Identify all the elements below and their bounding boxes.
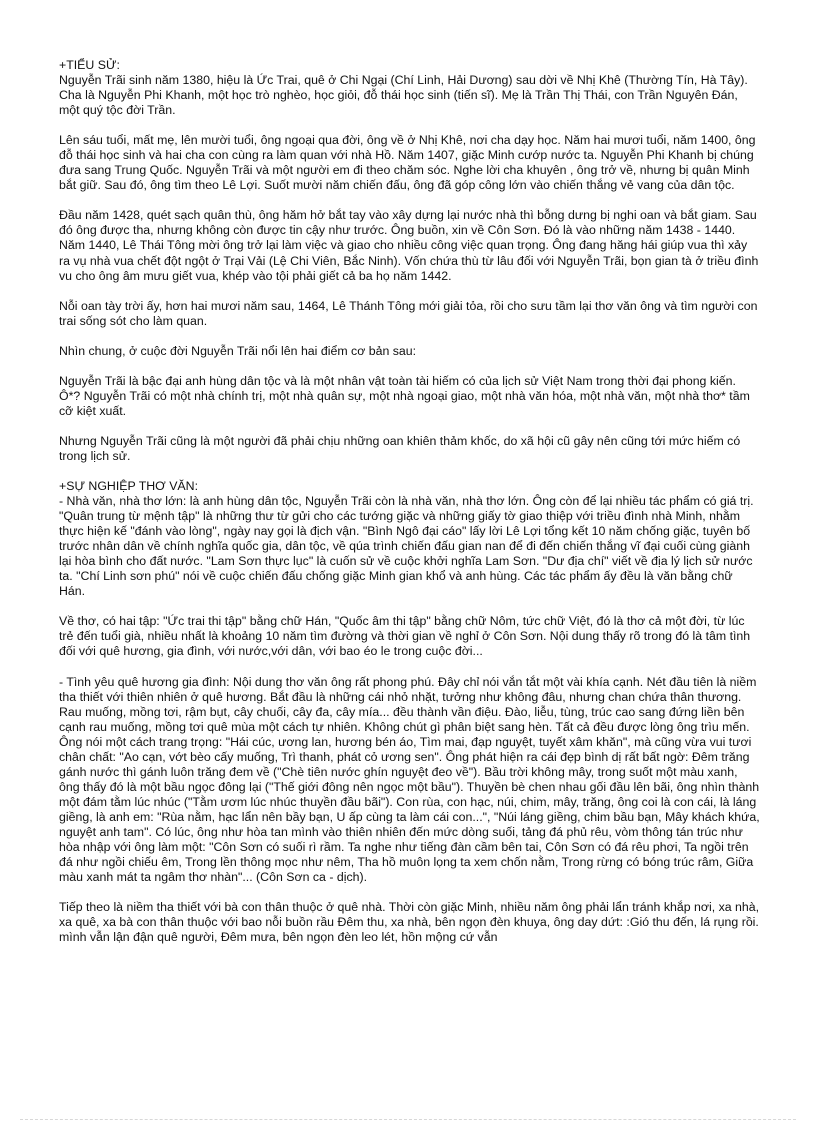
paragraph: Đầu năm 1428, quét sạch quân thù, ông hăm hở bắt tay vào xây dựng lại nước nhà thì bỗng dưng bị nghi oan và bắt giam. Sau đó ông được tha, nhưng không còn được tin cậy như trước. Ông buồn, xin về Côn Sơn. Đó là vào những năm 1438 - 1440. Năm 1440, Lê Thái Tông mời ông trở lại làm việc và giao cho nhiều công việc quan trọng. Ông đang hăng hái giúp vua thì xảy ra vụ nhà vua chết đột ngột ở Trại Vải (Lệ Chi Viên, Bắc Ninh). Vốn chứa thù từ lâu đối với Nguyễn Trãi, bọn gian tà ở triều đình vu cho ông âm mưu giết vua, khép vào tội phải giết cả ba họ năm 1442. xyxy=(59,208,759,283)
section-heading-literary-career: +SỰ NGHIỆP THƠ VĂN: xyxy=(59,478,198,493)
paragraph: Lên sáu tuổi, mất mẹ, lên mười tuổi, ông ngoại qua đời, ông về ở Nhị Khê, nơi cha dạy học. Năm hai mươi tuổi, năm 1400, ông đỗ thái học sinh và hai cha con cùng ra làm quan với nhà Hồ. Năm 1407, giặc Minh cướp nước ta. Nguyễn Phi Khanh bị chúng đưa sang Trung Quốc. Nguyễn Trãi và một người em đi theo chăm sóc. Nghe lời cha khuyên , ông trở về, nhưng bị quân Minh bắt giữ. Sau đó, ông tìm theo Lê Lợi. Suốt mười năm chiến đấu, ông đã góp công lớn vào chiến thắng vẻ vang của dân tộc. xyxy=(59,133,756,193)
paragraph: - Tình yêu quê hương gia đình: Nội dung thơ văn ông rất phong phú. Đây chỉ nói vắn tắt một vài khía cạnh. Nét đầu tiên là niềm tha thiết với thiên nhiên ở quê hương. Bắt đầu là những cái nhỏ nhặt, tưởng như không đâu, nhưng chan chứa thân thương. Rau muống, mồng tơi, rậm bụt, cây chuối, cây đa, cây mía... đều thành vần điệu. Đào, liễu, tùng, trúc cao sang đứng liền bên cạnh rau muống, mồng tơi quê mùa một cách tự nhiên. Không chút gì phân biệt sang hèn. Tất cả đều được lòng ông trìu mến. Ông nói một cách trang trọng: "Hái cúc, ương lan, hương bén áo, Tìm mai, đạp nguyệt, tuyết xâm khăn", mà cũng vừa vui tươi chân chất: "Ao cạn, vớt bèo cấy muống, Trì thanh, phát cỏ ương sen". Ông phát hiện ra cái đẹp bình dị rất bất ngờ: Đêm trăng gánh nước thì gánh luôn trăng đem về ("Chè tiên nước ghín nguyệt đeo về"). Bầu trời không mây, trong suốt một màu xanh, ông thấy đó là một bầu ngọc đông lại ("Thế giới đông nên ngọc một bầu"). Thuyền bè chen nhau gối đầu lên bãi, ông nhìn thành một đám tằm lúc nhúc ("Tằm ươm lúc nhúc thuyền đầu bãi"). Con rùa, con hạc, núi, chim, mây, trăng, ông coi là con cái, là láng giềng, là anh em: "Rùa nằm, hạc lẩn nên bầy bạn, U ấp cùng ta làm cái con...", "Núi láng giềng, chim bầu bạn, Mây khách khứa, nguyệt anh tam". Có lúc, ông như hòa tan mình vào thiên nhiên đến mức dòng suối, tảng đá phủ rêu, vòm thông tán trúc như hòa nhập với ông làm một: "Côn Sơn có suối rì rầm. Ta nghe như tiếng đàn cầm bên tai, Côn Sơn có đá rêu phơi, Ta ngồi trên đá như ngồi chiếu êm, Trong lền thông mọc như nêm, Tha hồ muôn lọng ta xem chốn nằm, Trong rừng có bóng trúc râm, Giữa màu xanh mát ta ngâm thơ nhàn"... (Côn Sơn ca - dịch). xyxy=(59,674,760,885)
section-heading-biography: +TIỂU SỬ: xyxy=(59,58,120,72)
paragraph: Tiếp theo là niềm tha thiết với bà con thân thuộc ở quê nhà. Thời còn giặc Minh, nhiều năm ông phải lẩn tránh khắp nơi, xa nhà, xa quê, xa bà con thân thuộc với bao nỗi buồn rầu Đêm thu, xa nhà, bên ngọn đèn khuya, ông day dứt: :Gió thu đến, lá rụng rồi. mình vẫn lận đận quê người, Đêm mưa, bên ngọn đèn leo lét, hồn mộng cứ vẫn xyxy=(59,900,760,945)
paragraph: Nỗi oan tày trời ấy, hơn hai mươi năm sau, 1464, Lê Thánh Tông mới giải tỏa, rồi cho sưu tầm lại thơ văn ông và tìm người con trai sống sót cho làm quan. xyxy=(59,298,758,328)
paragraph: Nhưng Nguyễn Trãi cũng là một người đã phải chịu những oan khiên thảm khốc, do xã hội cũ gây nên cũng tới mức hiếm có trong lịch sử. xyxy=(59,433,741,463)
paragraph: Nguyễn Trãi sinh năm 1380, hiệu là Ức Trai, quê ở Chi Ngại (Chí Linh, Hải Dương) sau dời về Nhị Khê (Thường Tín, Hà Tây). Cha là Nguyễn Phi Khanh, một học trò nghèo, học giỏi, đỗ thái học sinh (tiến sĩ). Mẹ là Trần Thị Thái, con Trần Nguyên Đán, một quý tộc đời Trần. xyxy=(59,73,748,118)
paragraph: - Nhà văn, nhà thơ lớn: là anh hùng dân tộc, Nguyễn Trãi còn là nhà văn, nhà thơ lớn. Ông còn để lại nhiều tác phẩm có giá trị. "Quân trung từ mệnh tập" là những thư từ gửi cho các tướng giặc và những giấy tờ giao thiệp với triều đình nhà Minh, nhằm thực hiện kế "đánh vào lòng", ngày nay gọi là địch vận. "Bình Ngô đại cáo" lấy lời Lê Lợi tổng kết 10 năm chống giặc, tuyên bố trước nhân dân về chính nghĩa quốc gia, dân tộc, về qúa trình chiến đấu gian nan để đi đến chiến thắng vĩ đại cuối cùng giành lại hòa bình cho đất nước. "Lam Sơn thực lục" là cuốn sử về cuộc khởi nghĩa Lam Sơn. "Dư địa chí" viết về địa lý lịch sử nước ta. "Chí Linh sơn phú" nói về cuộc chiến đấu chống giặc Minh gian khổ và anh hùng. Các tác phẩm ấy đều là văn bằng chữ Hán. xyxy=(59,494,754,599)
paragraph: Nhìn chung, ở cuộc đời Nguyễn Trãi nổi lên hai điểm cơ bản sau: xyxy=(59,343,417,358)
paragraph: Nguyễn Trãi là bậc đại anh hùng dân tộc và là một nhân vật toàn tài hiếm có của lịch sử Việt Nam trong thời đại phong kiến. Ô*? Nguyễn Trãi có một nhà chính trị, một nhà quân sự, một nhà ngoại giao, một nhà văn hóa, một nhà văn, một nhà thơ* tầm cỡ kiệt xuất. xyxy=(59,373,750,418)
page-bottom-divider xyxy=(20,1119,796,1120)
paragraph: Về thơ, có hai tập: "Ức trai thi tập" bằng chữ Hán, "Quốc âm thi tập" bằng chữ Nôm, tức chữ Việt, đó là thơ cả một đời, từ lúc trẻ đến tuổi già, nhiều nhất là khoảng 10 năm tìm đường và thời gian về nghỉ ở Côn Sơn. Nội dung thấy rõ trong đó là tâm tình đối với quê hương, gia đình, với nước,với dân, với bao éo le trong cuộc đời... xyxy=(59,614,751,659)
